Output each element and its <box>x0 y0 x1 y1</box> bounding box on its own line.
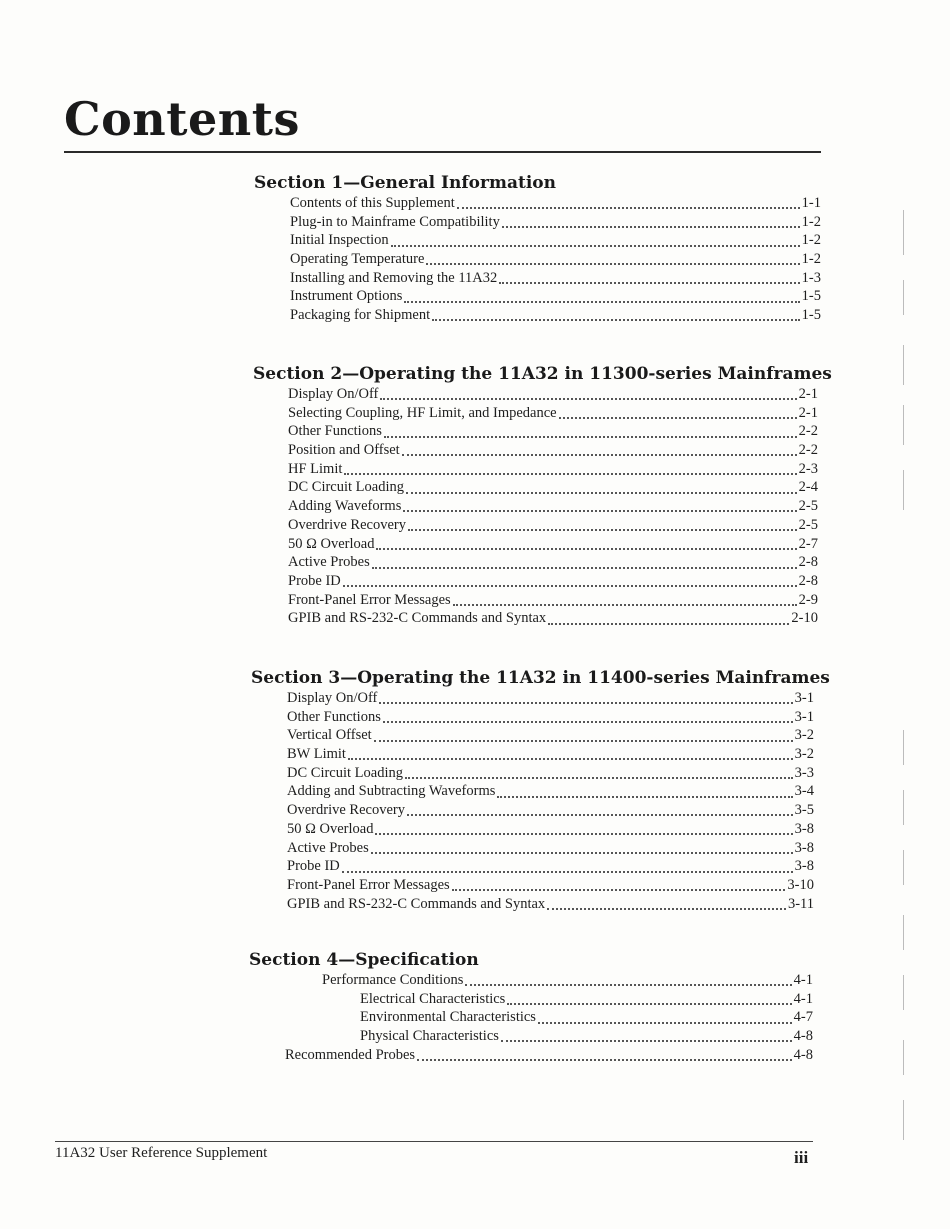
toc-entry-label: Performance Conditions <box>322 972 464 988</box>
toc-entry <box>288 404 818 423</box>
toc-entry <box>290 306 821 325</box>
page-title: Contents <box>64 92 300 146</box>
dot-leader <box>406 482 797 494</box>
toc-entry <box>288 591 818 610</box>
toc-entry <box>288 572 818 591</box>
toc-entry-page: 2-2 <box>798 423 818 440</box>
dot-leader <box>384 426 797 438</box>
scan-edge-mark <box>903 280 904 315</box>
toc-entry <box>287 745 814 764</box>
dot-leader <box>383 711 793 723</box>
toc-entry-page: 2-7 <box>798 535 818 552</box>
toc-entry-page: 4-7 <box>793 1009 813 1026</box>
toc-entry-label: Environmental Characteristics <box>360 1009 536 1026</box>
scan-edge-mark <box>903 405 904 445</box>
toc-entry <box>287 876 814 895</box>
dot-leader <box>457 197 800 209</box>
dot-leader <box>405 767 793 779</box>
toc-entry-label: Other Functions <box>287 708 381 725</box>
scan-edge-mark <box>903 1040 904 1075</box>
toc-entry-label: Front-Panel Error Messages <box>288 591 451 608</box>
toc-entry <box>290 231 821 250</box>
dot-leader <box>402 444 797 456</box>
toc-entry <box>288 385 818 404</box>
toc-entry <box>249 1027 813 1046</box>
dot-leader <box>379 692 792 704</box>
toc-entry <box>288 441 818 460</box>
scan-edge-mark <box>903 850 904 885</box>
toc-entry-page: 4-8 <box>793 1028 813 1045</box>
toc-entry <box>290 269 821 288</box>
toc-entry <box>249 971 813 990</box>
dot-leader <box>465 974 791 986</box>
toc-entry-page: 1-2 <box>801 213 821 230</box>
toc-entry-page: 3-1 <box>794 708 814 725</box>
toc-entry-label: Contents of this Supplement <box>290 195 455 211</box>
scan-edge-mark <box>903 975 904 1010</box>
dot-leader <box>348 748 793 760</box>
toc-entry <box>288 422 818 441</box>
dot-leader <box>371 842 793 854</box>
toc-entry-label: Display On/Off <box>287 690 378 706</box>
toc-entry-page: 3-4 <box>794 783 814 800</box>
toc-entry-page: 1-5 <box>801 307 821 324</box>
toc-entry <box>287 820 814 839</box>
toc-entry-page: 4-1 <box>793 972 813 988</box>
toc-entry-label: Electrical Characteristics <box>360 990 506 1007</box>
toc-entry-label: Other Functions <box>288 423 382 440</box>
dot-leader <box>432 309 800 321</box>
dot-leader <box>344 463 796 475</box>
toc-entry <box>288 553 818 572</box>
toc-entry-label: Probe ID <box>288 572 341 589</box>
toc-entry-label: Overdrive Recovery <box>287 802 405 819</box>
toc-entry-label: 50 Ω Overload <box>288 535 375 552</box>
scan-edge-mark <box>903 210 904 255</box>
dot-leader <box>408 519 797 531</box>
toc-entry-page: 2-8 <box>798 572 818 589</box>
toc-entry-label: Active Probes <box>288 554 370 571</box>
toc-entry-page: 1-2 <box>801 251 821 268</box>
toc-entry-page: 1-3 <box>801 269 821 286</box>
dot-leader <box>403 500 796 512</box>
scan-edge-mark <box>903 730 904 765</box>
toc-entry <box>288 460 818 479</box>
dot-leader <box>342 861 793 873</box>
toc-entry-label: BW Limit <box>287 746 346 763</box>
toc-entry <box>288 516 818 535</box>
dot-leader <box>343 575 797 587</box>
toc-entry <box>287 839 814 858</box>
toc-entry-label: GPIB and RS-232-C Commands and Syntax <box>288 610 547 627</box>
toc-entry-label: Operating Temperature <box>290 251 425 268</box>
dot-leader <box>426 253 799 265</box>
toc-entry <box>288 478 818 497</box>
dot-leader <box>538 1012 792 1024</box>
toc-entry-page: 3-8 <box>794 820 814 837</box>
dot-leader <box>380 388 796 400</box>
toc-entry-page: 4-1 <box>793 990 813 1007</box>
dot-leader <box>417 1049 792 1061</box>
toc-entry-page: 2-4 <box>798 479 818 496</box>
toc-entry-page: 3-8 <box>794 858 814 875</box>
dot-leader <box>501 1030 792 1042</box>
section-heading: Section 3—Operating the 11A32 in 11400-series Mainframes <box>251 668 830 688</box>
toc-section-3 <box>251 667 830 913</box>
dot-leader <box>502 216 800 228</box>
toc-entry-page: 3-10 <box>787 876 814 893</box>
toc-entry-page: 1-5 <box>801 288 821 305</box>
dot-leader <box>391 235 800 247</box>
section-heading: Section 2—Operating the 11A32 in 11300-series Mainframes <box>253 364 832 384</box>
toc-entry-page: 4-8 <box>793 1046 813 1063</box>
toc-entry-page: 2-9 <box>798 591 818 608</box>
toc-entry-page: 2-2 <box>798 442 818 459</box>
toc-entry <box>287 689 814 708</box>
toc-entry-label: Vertical Offset <box>287 727 372 744</box>
toc-entry <box>287 782 814 801</box>
scan-edge-mark <box>903 1100 904 1140</box>
toc-entry-page: 2-10 <box>791 610 818 627</box>
dot-leader <box>376 538 796 550</box>
dot-leader <box>548 613 789 625</box>
toc-entry-page: 2-3 <box>798 460 818 477</box>
toc-section-4 <box>249 949 813 1064</box>
dot-leader <box>453 594 797 606</box>
toc-entry-label: 50 Ω Overload <box>287 820 374 837</box>
toc-entry-label: Initial Inspection <box>290 232 389 249</box>
dot-leader <box>404 291 799 303</box>
toc-entry-label: Front-Panel Error Messages <box>287 876 450 893</box>
dot-leader <box>507 993 791 1005</box>
toc-entry-page: 2-1 <box>798 386 818 402</box>
toc-entry-page: 1-2 <box>801 232 821 249</box>
toc-entry <box>287 857 814 876</box>
toc-entry-page: 2-5 <box>798 498 818 515</box>
toc-entry <box>288 609 818 628</box>
toc-entry-label: Recommended Probes <box>285 1046 416 1063</box>
toc-entry-label: Adding and Subtracting Waveforms <box>287 783 496 800</box>
toc-entry-label: Overdrive Recovery <box>288 516 406 533</box>
toc-entry <box>290 194 821 213</box>
footer-page-number: iii <box>794 1148 809 1167</box>
toc-entry-page: 3-11 <box>787 895 814 912</box>
toc-entry-label: Selecting Coupling, HF Limit, and Impedance <box>288 404 557 421</box>
toc-entry-label: Position and Offset <box>288 442 400 459</box>
scan-edge-mark <box>903 345 904 385</box>
dot-leader <box>547 898 786 910</box>
dot-leader <box>559 407 797 419</box>
dot-leader <box>375 823 792 835</box>
toc-entry <box>288 497 818 516</box>
toc-entry-page: 3-1 <box>794 690 814 706</box>
toc-entry <box>249 990 813 1009</box>
toc-entry-page: 3-2 <box>794 746 814 763</box>
title-rule <box>64 151 821 153</box>
toc-entry-label: Probe ID <box>287 858 340 875</box>
toc-entry-label: Display On/Off <box>288 386 379 402</box>
dot-leader <box>452 879 786 891</box>
dot-leader <box>497 786 792 798</box>
toc-entry-label: Physical Characteristics <box>360 1028 499 1045</box>
dot-leader <box>499 272 799 284</box>
dot-leader <box>374 730 793 742</box>
toc-entry-page: 3-5 <box>794 802 814 819</box>
section-heading: Section 1—General Information <box>254 173 556 193</box>
footer-rule <box>55 1141 813 1142</box>
toc-entry-label: HF Limit <box>288 460 343 477</box>
toc-entry-page: 3-8 <box>794 839 814 856</box>
toc-entry-label: DC Circuit Loading <box>288 479 404 496</box>
toc-entry-label: Active Probes <box>287 839 369 856</box>
toc-entry <box>249 1046 813 1065</box>
toc-entry-label: Installing and Removing the 11A32 <box>290 269 498 286</box>
toc-entry <box>288 535 818 554</box>
dot-leader <box>372 557 797 569</box>
scan-edge-mark <box>903 470 904 510</box>
toc-entry-label: Instrument Options <box>290 288 403 305</box>
toc-entry-page: 1-1 <box>801 195 821 211</box>
scan-edge-mark <box>903 915 904 950</box>
toc-section-1 <box>254 172 821 325</box>
toc-entry <box>287 895 814 914</box>
toc-entry <box>287 801 814 820</box>
footer-document-title: 11A32 User Reference Supplement <box>55 1145 268 1161</box>
section-heading: Section 4—Specification <box>249 950 479 970</box>
toc-entry <box>287 726 814 745</box>
toc-entry-page: 2-5 <box>798 516 818 533</box>
toc-entry <box>290 250 821 269</box>
toc-entry <box>249 1008 813 1027</box>
toc-entry-label: Packaging for Shipment <box>290 307 431 324</box>
scan-edge-mark <box>903 790 904 825</box>
dot-leader <box>407 804 793 816</box>
toc-entry-page: 3-3 <box>794 764 814 781</box>
toc-entry-label: Adding Waveforms <box>288 498 402 515</box>
toc-entry-page: 2-8 <box>798 554 818 571</box>
toc-entry-page: 3-2 <box>794 727 814 744</box>
toc-entry <box>287 708 814 727</box>
toc-entry <box>290 287 821 306</box>
toc-entry-page: 2-1 <box>798 404 818 421</box>
toc-section-2 <box>253 363 832 628</box>
toc-entry <box>287 764 814 783</box>
toc-entry <box>290 213 821 232</box>
toc-entry-label: DC Circuit Loading <box>287 764 403 781</box>
toc-entry-label: GPIB and RS-232-C Commands and Syntax <box>287 895 546 912</box>
toc-entry-label: Plug-in to Mainframe Compatibility <box>290 213 500 230</box>
